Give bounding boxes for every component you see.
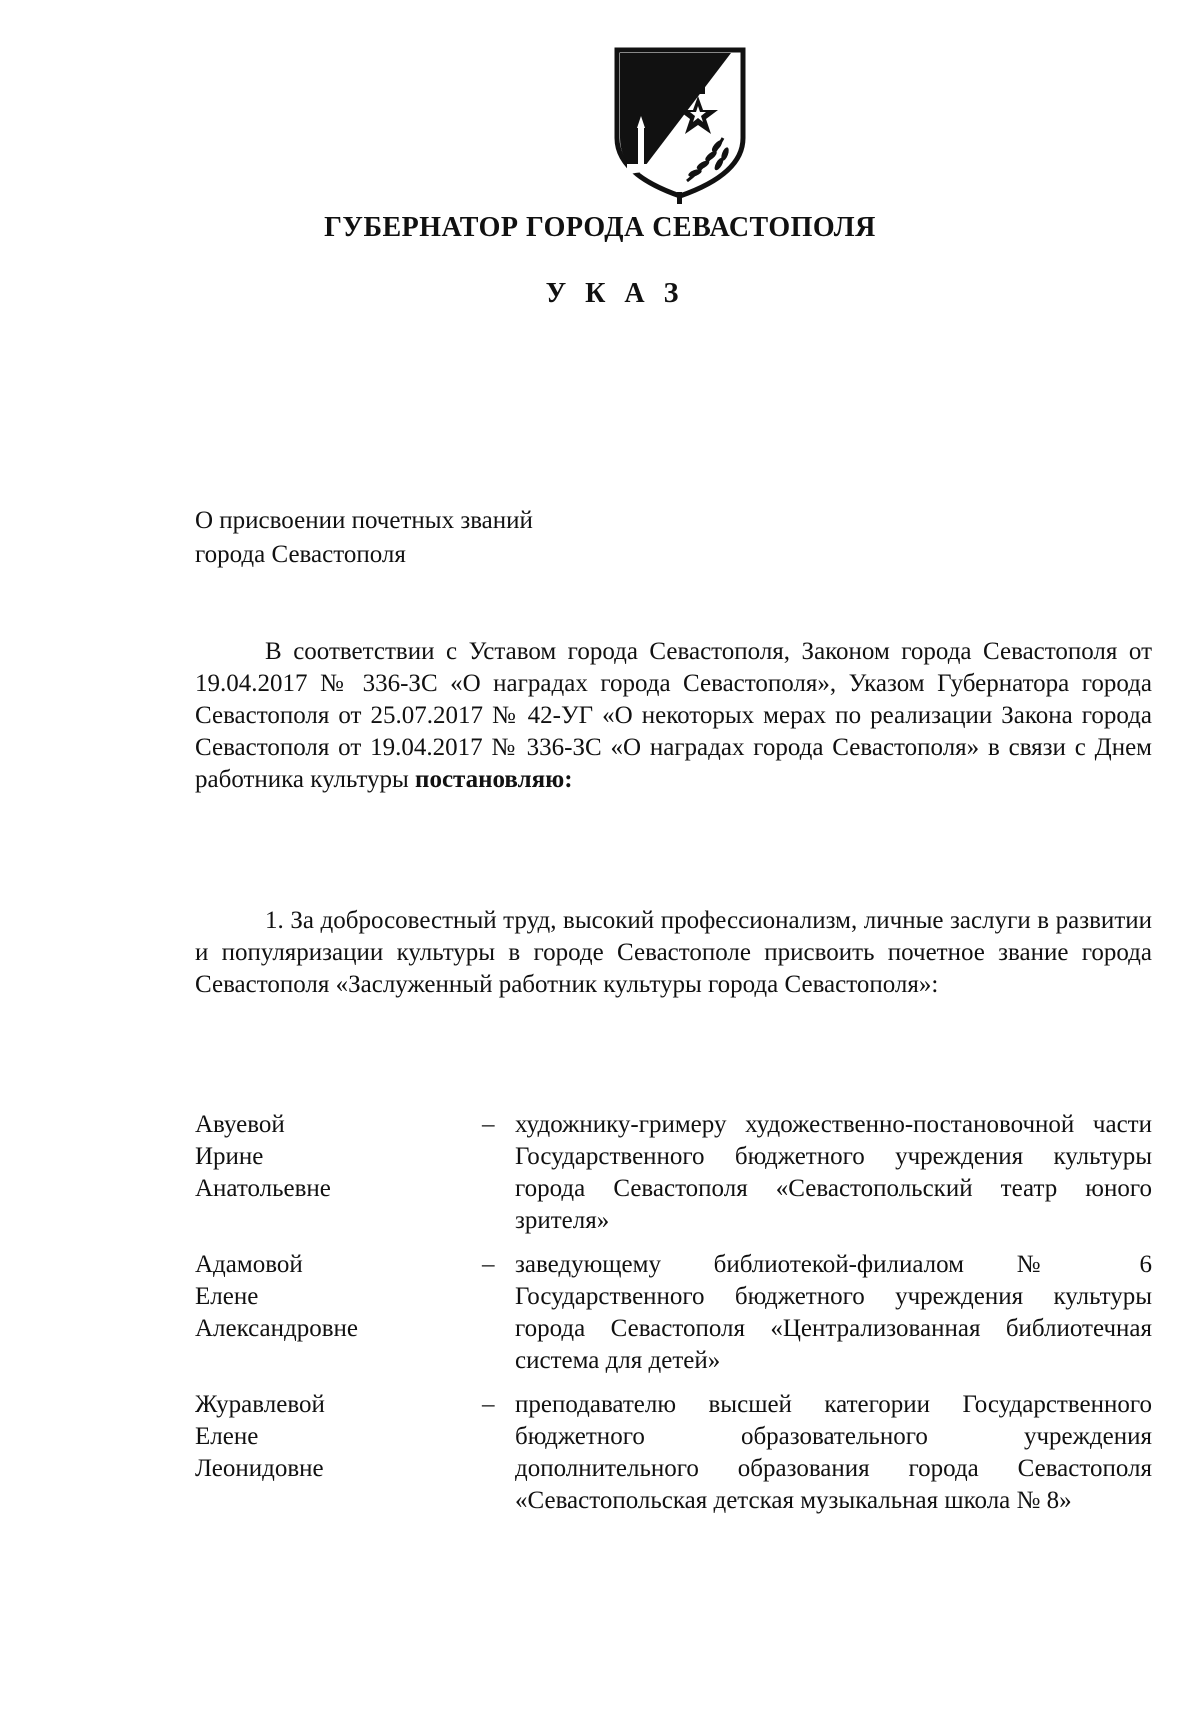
item-1-paragraph — [195, 905, 1152, 1001]
awardee-patronymic: Анатольевне — [195, 1175, 331, 1202]
awardee-name — [195, 1249, 455, 1345]
awardee-position: преподавателю высшей категории Государственного бюджетного образовательного учреждения дополнительного образования города Севастополя «Севастопольская детская музыкальная школа № 8» — [515, 1391, 1152, 1514]
document-subject — [195, 504, 533, 572]
preamble-text: В соответствии с Уставом города Севастополя, Законом города Севастополя от 19.04.2017 № 336-ЗС «О наградах города Севастополя», Указом Губернатора города Севастополя от 25.07.2017 № 42-УГ «О некоторых мерах по реализации Закона города Севастополя от 19.04.2017 № 336-ЗС «О наградах города Севастополя» в связи с Днем работника культуры — [195, 638, 1152, 793]
document-type: У К А З — [545, 278, 685, 309]
item-1-text: 1. За добросовестный труд, высокий профессионализм, личные заслуги в развитии и популяризации культуры в городе Севастополе присвоить почетное звание города Севастополя «Заслуженный работник культуры города Севастополя»: — [195, 907, 1152, 998]
dash-separator: – — [482, 1391, 495, 1418]
dash-separator: – — [482, 1111, 495, 1138]
subject-line-2: города Севастополя — [195, 541, 406, 568]
awardee-patronymic: Леонидовне — [195, 1455, 324, 1482]
subject-line-1: О присвоении почетных званий — [195, 507, 533, 534]
awardee-surname: Авуевой — [195, 1111, 285, 1138]
awardee-patronymic: Александровне — [195, 1315, 359, 1342]
preamble-paragraph — [195, 636, 1152, 796]
awardee-first-name: Ирине — [195, 1143, 264, 1170]
awardee-row — [195, 1109, 1152, 1237]
awardee-row — [195, 1389, 1152, 1517]
awardee-name — [195, 1389, 455, 1485]
dash-separator: – — [482, 1251, 495, 1278]
decree-word: постановляю — [415, 766, 565, 793]
awardee-position: художнику-гримеру художественно-постановочной части Государственного бюджетного учреждения культуры города Севастополя «Севастопольский театр юного зрителя» — [515, 1111, 1152, 1234]
awardee-position: заведующему библиотекой-филиалом № 6 Государственного бюджетного учреждения культуры города Севастополя «Централизованная библиотечная система для детей» — [515, 1251, 1152, 1374]
awardee-row — [195, 1249, 1152, 1377]
awardee-list — [195, 1109, 1152, 1517]
awardee-name — [195, 1109, 455, 1205]
awardee-first-name: Елене — [195, 1423, 259, 1450]
awardee-first-name: Елене — [195, 1283, 259, 1310]
authority-title: ГУБЕРНАТОР ГОРОДА СЕВАСТОПОЛЯ — [324, 212, 876, 243]
decree-colon: : — [564, 766, 573, 793]
awardee-surname: Адамовой — [195, 1251, 303, 1278]
coat-of-arms-icon — [613, 46, 747, 206]
awardee-surname: Журавлевой — [195, 1391, 325, 1418]
